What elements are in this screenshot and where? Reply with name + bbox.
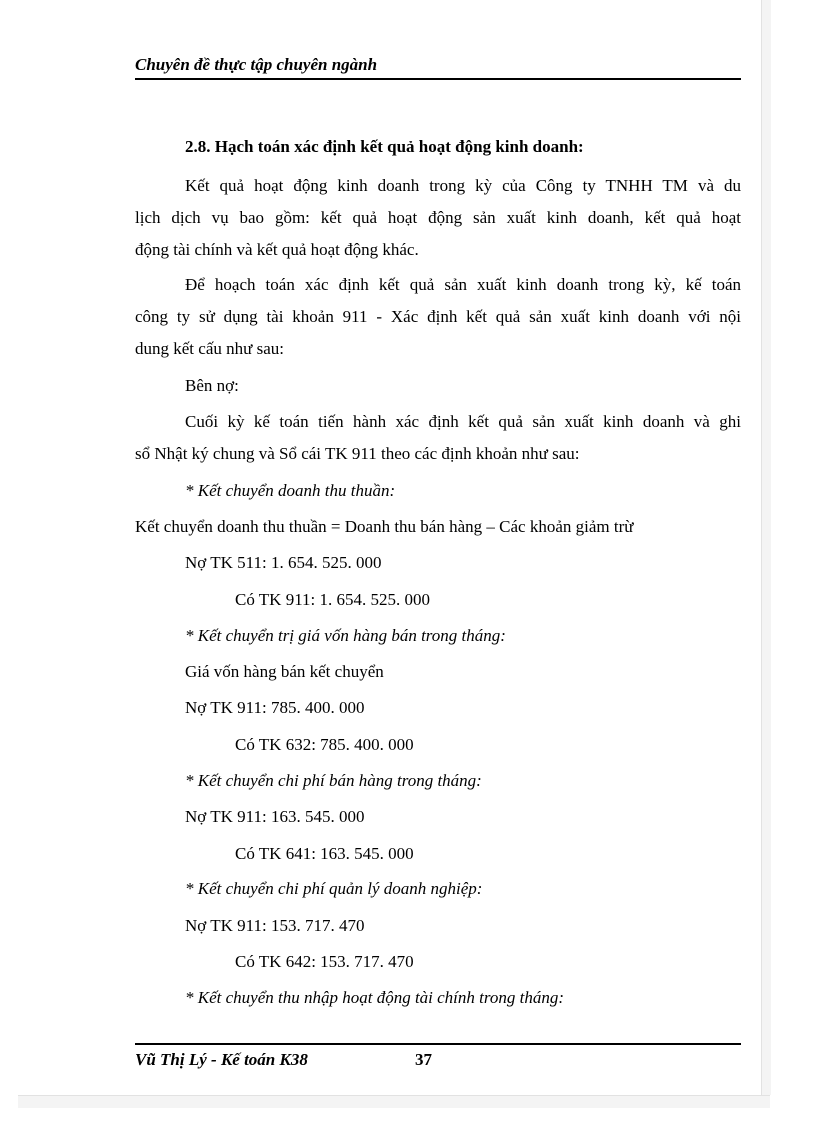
para2-line2: công ty sử dụng tài khoản 911 - Xác định kết quả sản xuất kinh doanh với nội	[135, 307, 741, 326]
para3-line1: Cuối kỳ kế toán tiến hành xác định kết quả sản xuất kinh doanh và ghi	[185, 412, 741, 431]
page-number: 37	[415, 1050, 432, 1069]
entry2-debit: Nợ TK 911: 785. 400. 000	[185, 698, 365, 717]
entry4-debit: Nợ TK 911: 153. 717. 470	[185, 916, 365, 935]
cogs-label: Giá vốn hàng bán kết chuyển	[185, 662, 384, 681]
note-cogs-transfer: * Kết chuyển trị giá vốn hàng bán trong tháng:	[185, 626, 506, 645]
para1-line3: động tài chính và kết quả hoạt động khác.	[135, 240, 419, 259]
page-frame-shadow-bottom	[18, 1095, 770, 1108]
footer-author: Vũ Thị Lý - Kế toán K38	[135, 1050, 308, 1069]
entry3-debit: Nợ TK 911: 163. 545. 000	[185, 807, 365, 826]
formula-net-revenue: Kết chuyển doanh thu thuần = Doanh thu bán hàng – Các khoản giảm trừ	[135, 517, 634, 536]
entry1-credit: Có TK 911: 1. 654. 525. 000	[235, 590, 431, 609]
note-financial-income: * Kết chuyển thu nhập hoạt động tài chính trong tháng:	[185, 988, 564, 1007]
note-admin-expense: * Kết chuyển chi phí quản lý doanh nghiệp:	[185, 879, 483, 898]
ben-no-label: Bên nợ:	[185, 376, 239, 395]
section-heading: 2.8. Hạch toán xác định kết quả hoạt động kinh doanh:	[185, 137, 584, 156]
entry3-credit: Có TK 641: 163. 545. 000	[235, 844, 414, 863]
para1-line2: lịch dịch vụ bao gồm: kết quả hoạt động sản xuất kinh doanh, kết quả hoạt	[135, 208, 741, 227]
para2-line1: Để hoạch toán xác định kết quả sản xuất kinh doanh trong kỳ, kế toán	[185, 275, 741, 294]
note-revenue-transfer: * Kết chuyển doanh thu thuần:	[185, 481, 396, 500]
entry1-debit: Nợ TK 511: 1. 654. 525. 000	[185, 553, 382, 572]
para3-line2: sổ Nhật ký chung và Sổ cái TK 911 theo các định khoản như sau:	[135, 444, 580, 463]
para1-line1: Kết quả hoạt động kinh doanh trong kỳ của Công ty TNHH TM và du	[185, 176, 741, 195]
entry4-credit: Có TK 642: 153. 717. 470	[235, 952, 414, 971]
header-title: Chuyên đề thực tập chuyên ngành	[135, 55, 378, 74]
page-frame-shadow-right	[761, 0, 771, 1095]
header-rule	[135, 78, 741, 80]
entry2-credit: Có TK 632: 785. 400. 000	[235, 735, 414, 754]
note-selling-expense: * Kết chuyển chi phí bán hàng trong tháng:	[185, 771, 482, 790]
footer-rule	[135, 1043, 741, 1045]
para2-line3: dung kết cấu như sau:	[135, 339, 284, 358]
